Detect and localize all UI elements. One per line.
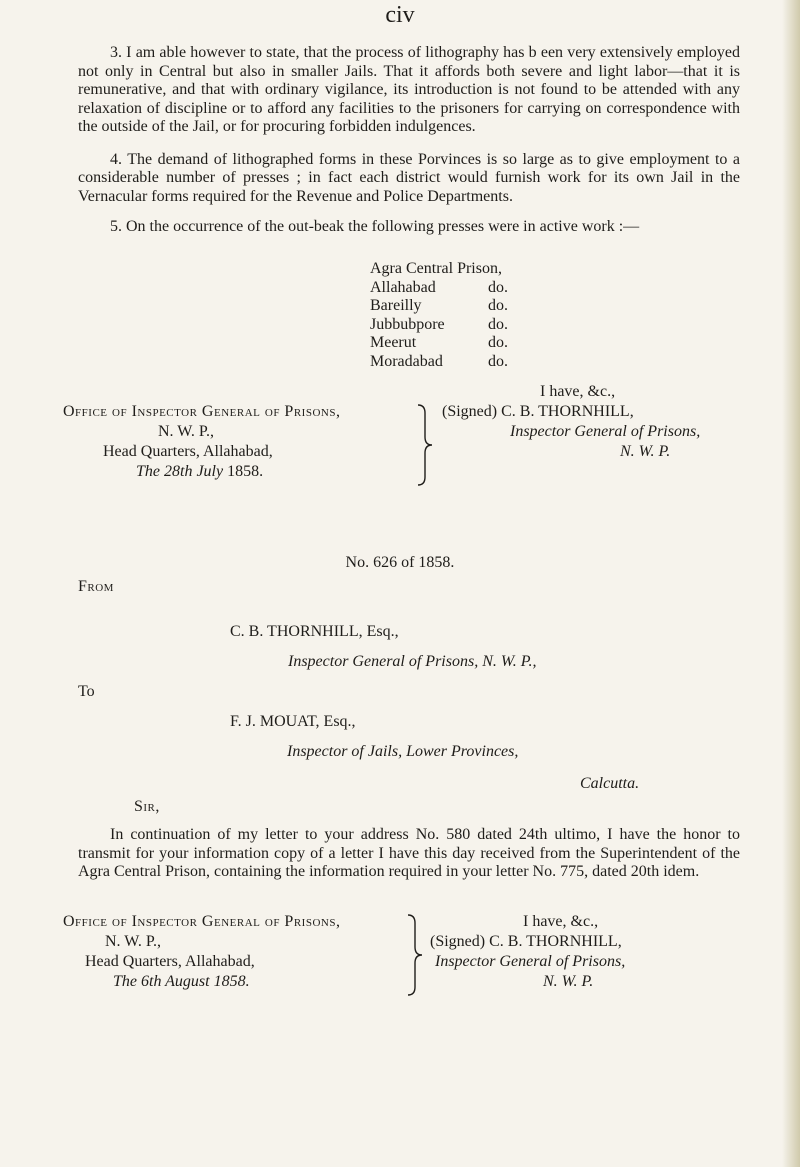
signature-2: (Signed) C. B. THORNHILL, — [430, 933, 622, 950]
prison-row — [370, 260, 508, 279]
paragraph-3: 3. I am able however to state, that the process of lithography has b een very extensively employed not only in Central but also in smaller Jails. That it affords both severe and light labor—that it is remunerative, and that with ordinary vigilance, its introduction is not found to be attended with any relaxation of discipline or to afford any facilities to the prisoners for carrying on correspondence with the outside of the Jail, or for procuring forbidden indulgences. — [78, 44, 740, 135]
office-line: N. W. P., — [158, 423, 215, 440]
prison-list — [370, 260, 508, 371]
prison-row — [370, 353, 508, 372]
office-line: Office of Inspector General of Prisons, — [63, 913, 341, 930]
page-edge-stain — [782, 0, 800, 1167]
prison-row — [370, 279, 508, 298]
signer-province-1: N. W. P. — [620, 443, 671, 460]
curly-brace-icon — [404, 912, 426, 998]
ditto-mark: do. — [488, 297, 508, 314]
office-date: The 28th July 1858. — [136, 463, 264, 480]
office-address-1 — [63, 402, 340, 482]
prison-name: Meerut — [370, 334, 417, 351]
paragraph-5: 5. On the occurrence of the out-beak the following presses were in active work :— — [110, 218, 640, 235]
office-line: N. W. P., — [105, 933, 162, 950]
recipient-name: F. J. MOUAT, Esq., — [230, 713, 356, 730]
signer-title-2: Inspector General of Prisons, — [435, 953, 626, 970]
prison-name: Moradabad — [370, 352, 443, 370]
ditto-mark: do. — [488, 278, 508, 296]
ditto-mark: do. — [488, 315, 508, 333]
curly-brace-icon — [414, 402, 436, 488]
prison-row — [370, 316, 508, 335]
prison-name: Agra Central Prison, — [370, 260, 502, 277]
prison-name: Bareilly — [370, 297, 422, 314]
office-line: Head Quarters, Allahabad, — [85, 953, 255, 970]
sender-title: Inspector General of Prisons, N. W. P., — [288, 653, 537, 670]
from-label: From — [78, 578, 114, 595]
to-label: To — [78, 683, 95, 700]
office-address-2 — [63, 912, 340, 992]
salutation-sir: Sir, — [134, 798, 160, 815]
salutation-1: I have, &c., — [540, 383, 616, 400]
prison-row — [370, 297, 508, 316]
office-line: Office of Inspector General of Prisons, — [63, 403, 341, 420]
signer-province-2: N. W. P. — [543, 973, 594, 990]
office-date: The 6th August 1858. — [113, 973, 250, 990]
prison-row — [370, 334, 508, 353]
signer-title-1: Inspector General of Prisons, — [510, 423, 701, 440]
letter-number: No. 626 of 1858. — [345, 554, 455, 571]
ditto-mark: do. — [488, 334, 508, 351]
prison-name: Jubbubpore — [370, 315, 445, 333]
recipient-place: Calcutta. — [580, 775, 640, 792]
recipient-title: Inspector of Jails, Lower Provinces, — [287, 743, 519, 760]
office-line: Head Quarters, Allahabad, — [103, 443, 273, 460]
paragraph-4: 4. The demand of lithographed forms in these Porvinces is so large as to give employment to a considerable number of presses ; in fact each district would furnish work for its own Jail in the Vernacular forms required for the Revenue and Police Departments. — [78, 150, 740, 205]
body-paragraph: In continuation of my letter to your address No. 580 dated 24th ultimo, I have the honor to transmit for your information copy of a letter I have this day received from the Superintendent of the Agra Central Prison, containing the information required in your letter No. 775, dated 20th idem. — [78, 826, 740, 880]
page-number: civ — [385, 2, 415, 28]
salutation-2: I have, &c., — [523, 913, 599, 930]
sender-name: C. B. THORNHILL, Esq., — [230, 623, 399, 640]
ditto-mark: do. — [488, 352, 508, 370]
signature-1: (Signed) C. B. THORNHILL, — [442, 403, 634, 420]
prison-name: Allahabad — [370, 278, 436, 296]
intro-paragraphs — [78, 44, 740, 237]
